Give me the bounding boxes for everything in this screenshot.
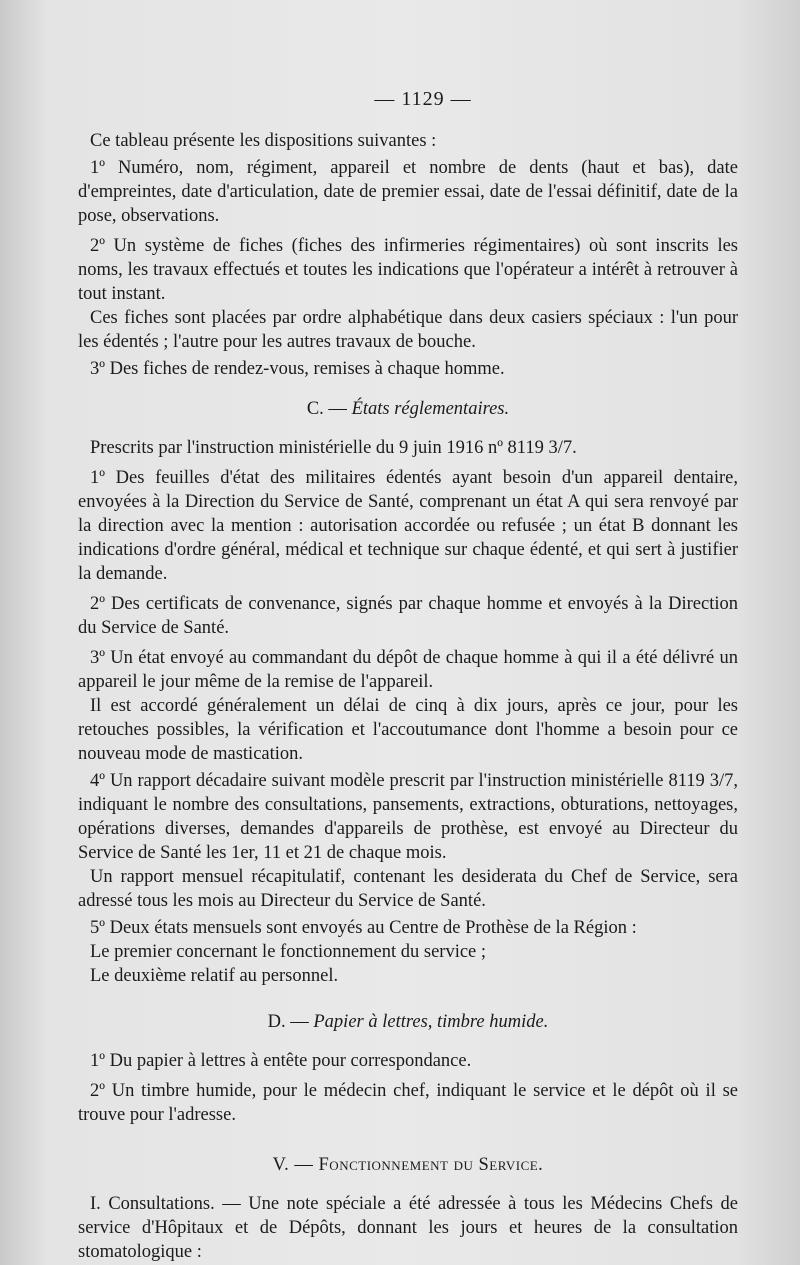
section-c-prefix: C. — (306, 399, 352, 419)
section-c-paragraph: 2º Des certificats de convenance, signés par chaque homme et envoyés à la Direction du Service de Santé. (78, 594, 738, 638)
section-c-paragraph: 4º Un rapport décadaire suivant modèle prescrit par l'instruction ministérielle 8119 3/7, indiquant le nombre des consultations, pansements, extractions, obturations, nettoyages, opérations diverses, demandes d'appareils de prothèse, est envoyé au Directeur du Service de Santé les 1er, 11 et 21 de chaque mois. (78, 771, 738, 863)
list-item-2: 2º Un système de fiches (fiches des infirmeries régimentaires) où sont inscrits les noms, les travaux effectués et toutes les indications que l'opérateur a intérêt à retrouver à tout instant. (78, 236, 738, 304)
section-c-paragraph: Il est accordé généralement un délai de cinq à dix jours, après ce jour, pour les retouches possibles, la vérification et l'accoutumance dont l'homme a besoin pour ce nouveau mode de mastication. (78, 696, 738, 764)
section-c-paragraph: 5º Deux états mensuels sont envoyés au Centre de Prothèse de la Région : (90, 918, 637, 938)
fiches-paragraph: Ces fiches sont placées par ordre alphabétique dans deux casiers spéciaux : l'un pour les édentés ; l'autre pour les autres travaux de bouche. (78, 308, 738, 352)
list-item-3: 3º Des fiches de rendez-vous, remises à chaque homme. (90, 359, 505, 379)
section-c-paragraph: 3º Un état envoyé au commandant du dépôt de chaque homme à qui il a été délivré un appareil le jour même de la remise de l'appareil. (78, 648, 738, 692)
section-d-paragraph: 2º Un timbre humide, pour le médecin chef, indiquant le service et le dépôt où il se trouve pour l'adresse. (78, 1081, 738, 1125)
section-d-paragraph: 1º Du papier à lettres à entête pour correspondance. (90, 1051, 472, 1071)
list-item-1: 1º Numéro, nom, régiment, appareil et nombre de dents (haut et bas), date d'empreintes, date d'articulation, date de premier essai, date de l'essai définitif, date de la pose, observations. (78, 158, 738, 226)
section-c-heading (78, 399, 738, 420)
section-d-prefix: D. — (267, 1012, 314, 1032)
section-d-title: Papier à lettres, timbre humide. (313, 1012, 549, 1032)
page-number: — 1129 — (374, 88, 472, 110)
intro-paragraph: Ce tableau présente les dispositions suivantes : (90, 131, 437, 151)
section-c-paragraph: Le premier concernant le fonctionnement du service ; (90, 942, 487, 962)
section-v-heading: V. — Fonctionnement du Service. (272, 1155, 544, 1175)
section-c-title: États réglementaires. (351, 399, 510, 419)
section-c-paragraph: Prescrits par l'instruction ministérielle du 9 juin 1916 nº 8119 3/7. (90, 438, 577, 458)
section-v-paragraph: I. Consultations. — Une note spéciale a été adressée à tous les Médecins Chefs de service d'Hôpitaux et de Dépôts, donnant les jours et heures de la consultation stomatologique : (78, 1194, 738, 1262)
section-c-paragraph: 1º Des feuilles d'état des militaires édentés ayant besoin d'un appareil dentaire, envoyées à la Direction du Service de Santé, comprenant un état A qui sera renvoyé par la direction avec la mention : autorisation accordée ou refusée ; un état B donnant les indications d'ordre général, médical et technique sur chaque édenté, et qui sert à justifier la demande. (78, 468, 738, 584)
section-d-heading (78, 1012, 738, 1033)
section-c-paragraph: Le deuxième relatif au personnel. (90, 966, 339, 986)
section-c-paragraph: Un rapport mensuel récapitulatif, contenant les desiderata du Chef de Service, sera adressé tous les mois au Directeur du Service de Santé. (78, 867, 738, 911)
